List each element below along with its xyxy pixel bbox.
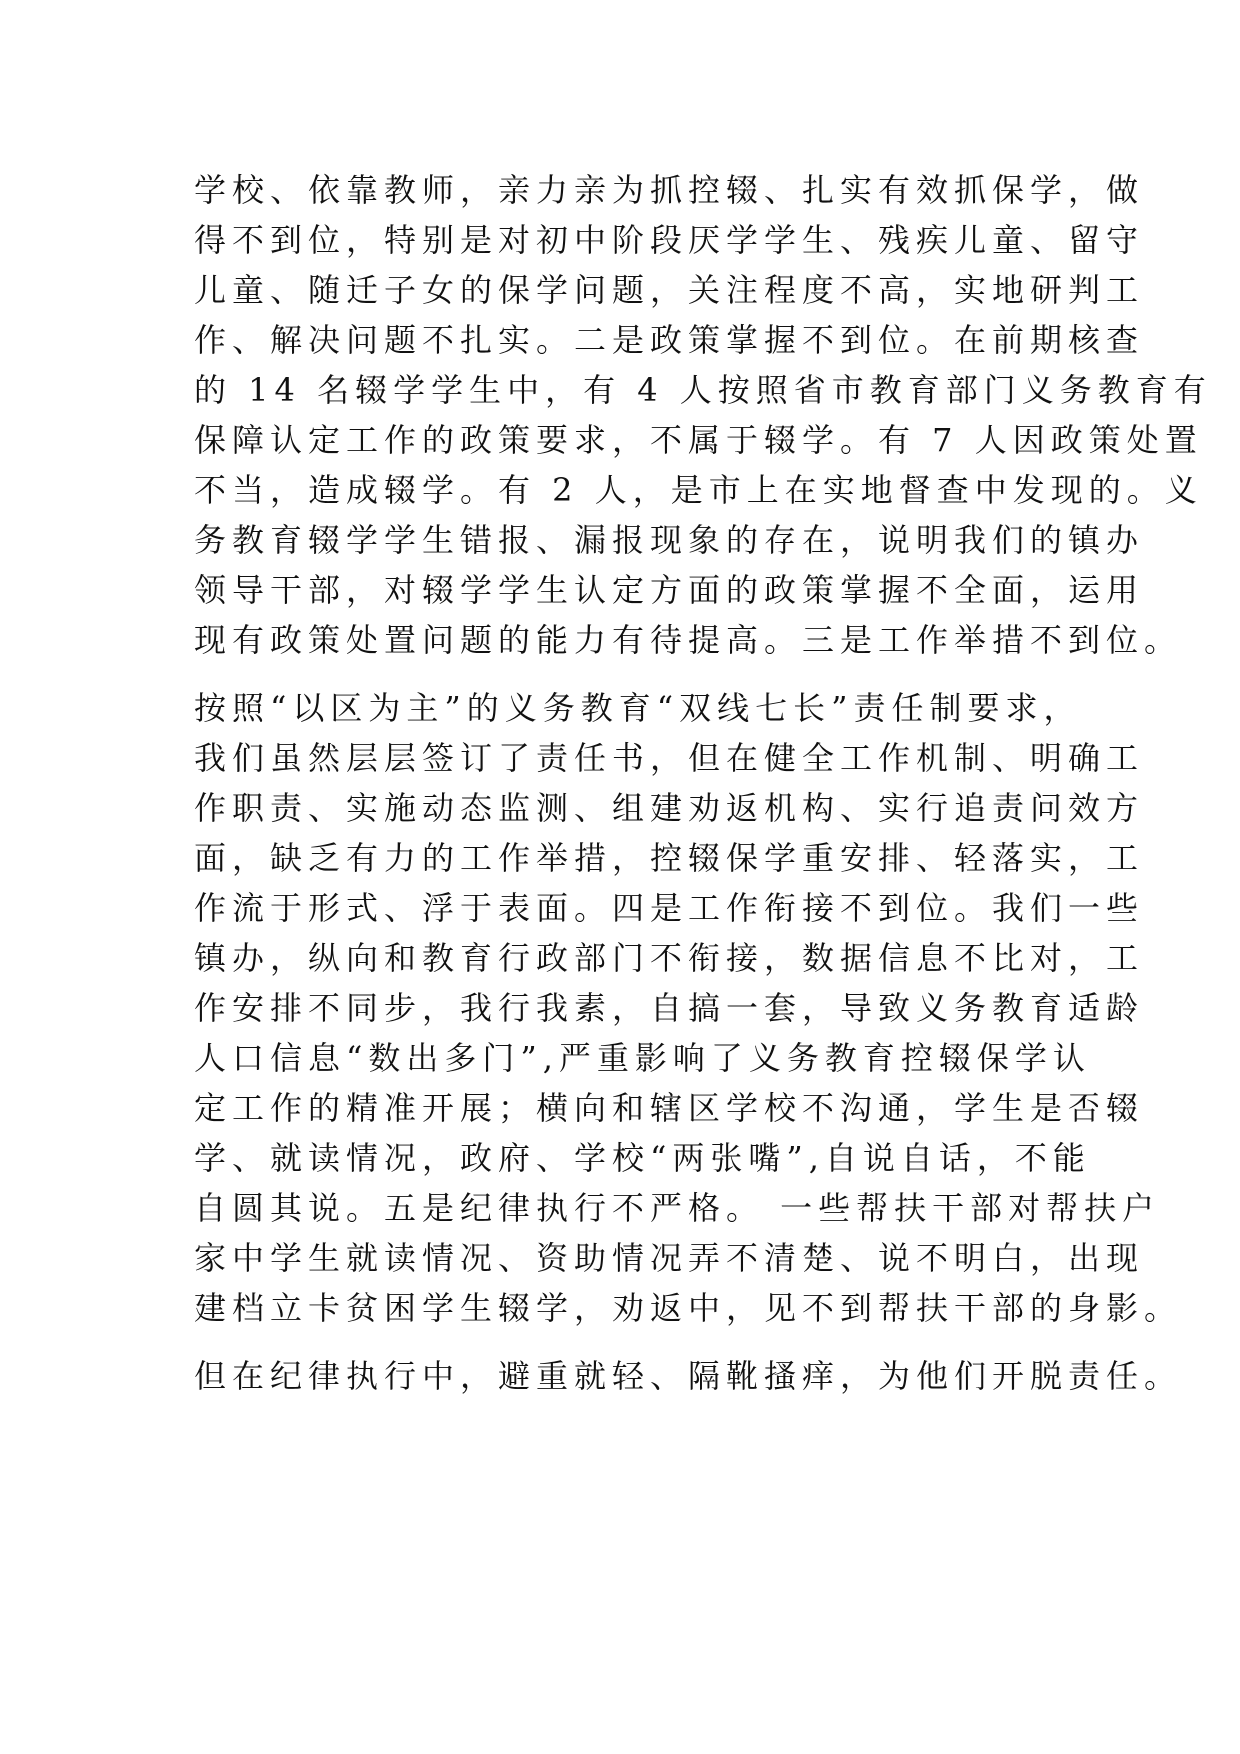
text-line: 得不到位，特别是对初中阶段厌学学生、残疾儿童、留守 — [194, 221, 1145, 259]
text-line: 作、解决问题不扎实。二是政策掌握不到位。在前期核查 — [194, 321, 1145, 359]
text-line: 作职责、实施动态监测、组建劝返机构、实行追责问效方 — [194, 789, 1145, 827]
text-line: 现有政策处置问题的能力有待提高。三是工作举措不到位。 — [194, 621, 1183, 659]
text-line: 学、就读情况，政府、学校“两张嘴”,自说自话，不能 — [194, 1139, 1091, 1177]
text-line: 的 14 名辍学学生中，有 4 人按照省市教育部门义务教育有 — [194, 371, 1212, 409]
text-line: 镇办，纵向和教育行政部门不衔接，数据信息不比对，工 — [194, 939, 1145, 977]
text-line: 不当，造成辍学。有 2 人，是市上在实地督查中发现的。义 — [194, 471, 1203, 509]
text-line: 但在纪律执行中，避重就轻、隔靴搔痒，为他们开脱责任。 — [194, 1357, 1183, 1395]
text-line: 我们虽然层层签订了责任书，但在健全工作机制、明确工 — [194, 739, 1145, 777]
text-line: 保障认定工作的政策要求，不属于辍学。有 7 人因政策处置 — [194, 421, 1203, 459]
text-line: 面，缺乏有力的工作举措，控辍保学重安排、轻落实，工 — [194, 839, 1145, 877]
text-line: 自圆其说。五是纪律执行不严格。 一些帮扶干部对帮扶户 — [194, 1189, 1161, 1227]
text-line: 人口信息“数出多门”,严重影响了义务教育控辍保学认 — [194, 1039, 1091, 1077]
text-line: 按照“以区为主”的义务教育“双线七长”责任制要求， — [194, 689, 1082, 727]
text-line: 儿童、随迁子女的保学问题，关注程度不高，实地研判工 — [194, 271, 1145, 309]
body-text — [194, 165, 1212, 1401]
text-line: 家中学生就读情况、资助情况弄不清楚、说不明白，出现 — [194, 1239, 1145, 1277]
text-line: 学校、依靠教师，亲力亲为抓控辍、扎实有效抓保学，做 — [194, 171, 1145, 209]
text-line: 作流于形式、浮于表面。四是工作衔接不到位。我们一些 — [194, 889, 1145, 927]
text-line: 作安排不同步，我行我素，自搞一套，导致义务教育适龄 — [194, 989, 1145, 1027]
text-line: 领导干部，对辍学学生认定方面的政策掌握不全面，运用 — [194, 571, 1145, 609]
text-line: 务教育辍学学生错报、漏报现象的存在，说明我们的镇办 — [194, 521, 1145, 559]
text-line: 建档立卡贫困学生辍学，劝返中，见不到帮扶干部的身影。 — [194, 1289, 1183, 1327]
text-line: 定工作的精准开展；横向和辖区学校不沟通，学生是否辍 — [194, 1089, 1145, 1127]
